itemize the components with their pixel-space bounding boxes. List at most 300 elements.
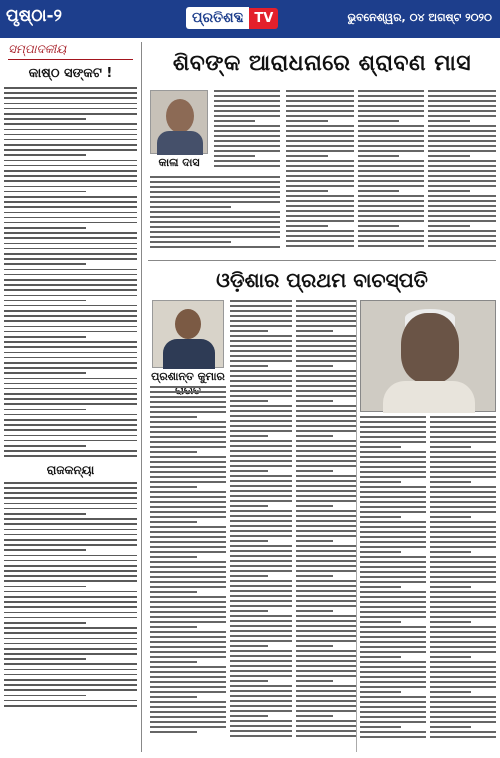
text-line xyxy=(360,546,426,548)
text-line xyxy=(358,225,399,227)
text-line xyxy=(4,103,137,105)
text-line xyxy=(4,679,137,681)
text-line xyxy=(360,566,426,568)
text-line xyxy=(428,100,496,102)
text-line xyxy=(358,220,424,222)
text-line xyxy=(360,631,426,633)
text-line xyxy=(430,501,496,503)
text-line xyxy=(4,565,137,567)
mid-headline[interactable]: ଓଡ଼ିଶାର ପ୍ରଥମ ବାଚସ୍ପତି xyxy=(216,268,428,292)
text-line xyxy=(150,526,226,528)
text-line xyxy=(296,460,356,462)
text-line xyxy=(150,721,226,723)
text-line xyxy=(214,100,280,102)
text-line xyxy=(4,570,137,572)
text-line xyxy=(4,409,86,411)
columnist-caption: କାଳା ଦାସ xyxy=(158,156,200,169)
text-line xyxy=(4,435,137,437)
text-line xyxy=(430,661,496,663)
text-line xyxy=(360,606,426,608)
text-line xyxy=(230,495,292,497)
text-line xyxy=(230,510,292,512)
text-line xyxy=(230,555,292,557)
text-line xyxy=(230,320,292,322)
text-line xyxy=(4,243,137,245)
text-line xyxy=(4,367,137,369)
text-line xyxy=(150,711,226,713)
text-line xyxy=(358,200,424,202)
text-line xyxy=(428,160,496,162)
text-line xyxy=(360,666,426,668)
text-line xyxy=(360,491,426,493)
text-line xyxy=(430,601,496,603)
text-line xyxy=(296,490,356,492)
text-line xyxy=(4,612,137,614)
text-line xyxy=(230,390,292,392)
text-line xyxy=(4,518,137,520)
text-line xyxy=(4,674,137,676)
text-line xyxy=(230,700,292,702)
text-line xyxy=(360,461,426,463)
text-line xyxy=(360,416,426,418)
portrait-photo xyxy=(360,300,496,412)
text-line xyxy=(430,436,496,438)
text-line xyxy=(360,676,426,678)
text-line xyxy=(4,643,137,645)
text-line xyxy=(358,180,424,182)
text-line xyxy=(296,330,333,332)
text-line xyxy=(286,220,354,222)
dateline: ଭୁବନେଶ୍ୱର, ୦୪ ଅଗଷ୍ଟ ୨୦୨୦ xyxy=(347,11,492,24)
text-line xyxy=(230,685,292,687)
text-line xyxy=(230,620,292,622)
text-line xyxy=(4,450,137,452)
text-line xyxy=(214,90,280,92)
text-line xyxy=(296,475,356,477)
text-line xyxy=(230,665,292,667)
text-line xyxy=(360,561,426,563)
text-line xyxy=(430,576,496,578)
text-line xyxy=(430,556,496,558)
text-line xyxy=(4,253,137,255)
text-line xyxy=(428,110,496,112)
text-line xyxy=(428,195,496,197)
text-line xyxy=(358,205,424,207)
text-line xyxy=(428,170,496,172)
text-line xyxy=(286,105,354,107)
text-line xyxy=(358,170,424,172)
text-line xyxy=(430,666,496,668)
text-line xyxy=(230,385,292,387)
text-line xyxy=(150,626,197,628)
text-line xyxy=(230,730,292,732)
text-line xyxy=(360,536,426,538)
text-line xyxy=(430,711,496,713)
text-line xyxy=(150,686,226,688)
editorial-column xyxy=(4,42,142,752)
text-line xyxy=(430,651,496,653)
text-line xyxy=(296,540,333,542)
text-line xyxy=(230,545,292,547)
text-line xyxy=(4,284,137,286)
text-line xyxy=(360,511,426,513)
text-line xyxy=(296,400,333,402)
text-line xyxy=(286,135,354,137)
text-line xyxy=(296,605,356,607)
text-line xyxy=(360,531,426,533)
text-line xyxy=(286,195,354,197)
text-line xyxy=(4,139,137,141)
text-line xyxy=(358,190,399,192)
text-line xyxy=(428,175,496,177)
text-line xyxy=(150,551,226,553)
text-line xyxy=(360,681,426,683)
text-line xyxy=(296,435,333,437)
text-line xyxy=(430,506,496,508)
text-line xyxy=(296,305,356,307)
text-line xyxy=(358,140,424,142)
text-line xyxy=(430,461,496,463)
column-divider xyxy=(356,300,357,752)
text-line xyxy=(4,186,137,188)
text-line xyxy=(296,440,356,442)
text-line xyxy=(150,621,226,623)
text-line xyxy=(296,320,356,322)
text-line xyxy=(150,196,280,198)
text-line xyxy=(296,585,356,587)
text-line xyxy=(430,496,496,498)
text-line xyxy=(150,201,280,203)
text-line xyxy=(230,630,292,632)
text-line xyxy=(360,661,426,663)
text-line xyxy=(4,352,137,354)
text-line xyxy=(230,560,292,562)
text-line xyxy=(150,406,226,408)
text-line xyxy=(430,561,496,563)
text-line xyxy=(4,320,137,322)
text-line xyxy=(230,590,292,592)
text-line xyxy=(150,211,280,213)
text-line xyxy=(296,485,356,487)
text-line xyxy=(230,325,292,327)
text-line xyxy=(4,529,137,531)
text-line xyxy=(358,90,424,92)
text-line xyxy=(4,134,137,136)
text-line xyxy=(230,695,292,697)
text-line xyxy=(358,160,424,162)
text-line xyxy=(296,615,356,617)
text-line xyxy=(430,681,496,683)
text-line xyxy=(430,731,496,733)
text-line xyxy=(4,92,137,94)
text-line xyxy=(428,155,470,157)
text-line xyxy=(358,95,424,97)
text-line xyxy=(430,546,496,548)
text-line xyxy=(230,380,292,382)
text-line xyxy=(4,658,86,660)
text-line xyxy=(230,675,292,677)
text-line xyxy=(430,721,496,723)
text-line xyxy=(4,336,86,338)
text-line xyxy=(358,230,424,232)
text-line xyxy=(4,638,137,640)
text-line xyxy=(296,535,356,537)
text-line xyxy=(230,605,292,607)
text-line xyxy=(286,130,354,132)
text-line xyxy=(296,365,333,367)
text-line xyxy=(296,575,333,577)
text-line xyxy=(360,576,426,578)
text-line xyxy=(4,663,137,665)
text-line xyxy=(286,175,354,177)
text-line xyxy=(296,665,356,667)
text-line xyxy=(360,521,426,523)
text-line xyxy=(428,200,496,202)
text-line xyxy=(230,425,292,427)
text-line xyxy=(150,411,226,413)
text-line xyxy=(430,456,496,458)
text-line xyxy=(4,695,86,697)
text-line xyxy=(230,520,292,522)
text-line xyxy=(150,441,226,443)
text-line xyxy=(214,105,280,107)
text-line xyxy=(150,731,197,733)
text-line xyxy=(214,160,280,162)
text-line xyxy=(296,670,356,672)
text-line xyxy=(296,525,356,527)
text-line xyxy=(428,230,496,232)
text-line xyxy=(230,410,292,412)
text-line xyxy=(360,656,401,658)
text-line xyxy=(428,165,496,167)
text-line xyxy=(296,410,356,412)
text-line xyxy=(296,560,356,562)
text-line xyxy=(4,555,137,557)
text-line xyxy=(430,471,496,473)
text-line xyxy=(4,154,86,156)
text-line xyxy=(296,545,356,547)
text-line xyxy=(150,556,197,558)
editorial-subtitle: ରାଜକନ୍ୟା xyxy=(46,462,95,477)
text-line xyxy=(4,248,137,250)
text-line xyxy=(230,690,292,692)
text-line xyxy=(296,725,356,727)
text-line xyxy=(230,565,292,567)
text-line xyxy=(150,451,197,453)
text-line xyxy=(296,680,333,682)
text-line xyxy=(296,455,356,457)
text-line xyxy=(296,630,356,632)
text-line xyxy=(286,140,354,142)
text-line xyxy=(230,580,292,582)
text-line xyxy=(296,600,356,602)
text-line xyxy=(4,617,137,619)
text-line xyxy=(150,696,197,698)
text-line xyxy=(360,526,426,528)
text-line xyxy=(360,571,426,573)
page-number: ପୃଷ୍ଠା-୨ xyxy=(6,6,62,26)
text-line xyxy=(4,487,137,489)
text-line xyxy=(428,125,496,127)
text-line xyxy=(430,686,496,688)
text-line xyxy=(296,710,356,712)
text-line xyxy=(296,530,356,532)
text-line xyxy=(230,720,292,722)
text-line xyxy=(296,705,356,707)
text-line xyxy=(286,165,354,167)
text-line xyxy=(296,495,356,497)
text-line xyxy=(230,615,292,617)
mid-story-text-col-3 xyxy=(296,300,356,752)
text-line xyxy=(150,516,226,518)
text-line xyxy=(230,445,292,447)
text-line xyxy=(4,326,137,328)
text-line xyxy=(296,450,356,452)
text-line xyxy=(4,689,137,691)
text-line xyxy=(358,120,399,122)
text-line xyxy=(150,191,280,193)
text-line xyxy=(150,706,226,708)
text-line xyxy=(230,725,292,727)
text-line xyxy=(4,419,137,421)
text-line xyxy=(150,581,226,583)
text-line xyxy=(4,201,137,203)
text-line xyxy=(4,315,137,317)
text-line xyxy=(4,539,137,541)
text-line xyxy=(150,506,226,508)
text-line xyxy=(296,695,356,697)
text-line xyxy=(230,600,292,602)
text-line xyxy=(430,431,496,433)
text-line xyxy=(150,466,226,468)
text-line xyxy=(296,395,356,397)
text-line xyxy=(230,575,268,577)
text-line xyxy=(430,701,496,703)
text-line xyxy=(150,386,226,388)
text-line xyxy=(4,544,137,546)
text-line xyxy=(296,350,356,352)
text-line xyxy=(428,90,496,92)
text-line xyxy=(296,315,356,317)
text-line xyxy=(230,355,292,357)
text-line xyxy=(360,586,401,588)
text-line xyxy=(286,125,354,127)
text-line xyxy=(230,645,268,647)
text-line xyxy=(214,150,280,152)
text-line xyxy=(296,590,356,592)
text-line xyxy=(358,110,424,112)
brand-logo[interactable] xyxy=(186,5,278,31)
text-line xyxy=(150,486,197,488)
text-line xyxy=(150,656,226,658)
text-line xyxy=(296,510,356,512)
text-line xyxy=(296,720,356,722)
text-line xyxy=(360,711,426,713)
text-line xyxy=(230,535,292,537)
text-line xyxy=(296,505,333,507)
text-line xyxy=(150,636,226,638)
text-line xyxy=(230,335,292,337)
text-line xyxy=(150,716,226,718)
text-line xyxy=(286,160,354,162)
text-line xyxy=(430,446,471,448)
text-line xyxy=(4,684,137,686)
text-line xyxy=(360,641,426,643)
text-line xyxy=(286,225,328,227)
text-line xyxy=(4,508,137,510)
text-line xyxy=(360,731,426,733)
text-line xyxy=(230,500,292,502)
text-line xyxy=(230,550,292,552)
text-line xyxy=(360,616,426,618)
text-line xyxy=(358,215,424,217)
text-line xyxy=(230,465,292,467)
text-line xyxy=(360,551,401,553)
text-line xyxy=(428,140,496,142)
logo-tv-badge: TV xyxy=(249,8,278,29)
text-line xyxy=(360,646,426,648)
text-line xyxy=(430,676,496,678)
text-line xyxy=(150,571,226,573)
text-line xyxy=(286,95,354,97)
text-line xyxy=(150,431,226,433)
text-line xyxy=(150,631,226,633)
top-headline[interactable]: ଶିବଙ୍କ ଆରାଧନାରେ ଶ୍ରାବଣ ମାସ xyxy=(172,51,472,76)
text-line xyxy=(430,671,496,673)
text-line xyxy=(230,705,292,707)
text-line xyxy=(430,511,496,513)
text-line xyxy=(4,455,137,457)
text-line xyxy=(296,390,356,392)
text-line xyxy=(150,606,226,608)
text-line xyxy=(4,108,137,110)
text-line xyxy=(4,206,137,208)
text-line xyxy=(296,360,356,362)
text-line xyxy=(428,105,496,107)
text-line xyxy=(360,456,426,458)
text-line xyxy=(296,685,356,687)
text-line xyxy=(430,626,496,628)
text-line xyxy=(4,549,86,551)
text-line xyxy=(430,451,496,453)
text-line xyxy=(150,236,280,238)
text-line xyxy=(360,601,426,603)
text-line xyxy=(428,215,496,217)
text-line xyxy=(230,660,292,662)
text-line xyxy=(4,87,137,89)
text-line xyxy=(360,671,426,673)
text-line xyxy=(150,401,226,403)
text-line xyxy=(360,426,426,428)
text-line xyxy=(150,566,226,568)
text-line xyxy=(150,591,197,593)
text-line xyxy=(358,240,424,242)
text-line xyxy=(230,405,292,407)
text-line xyxy=(296,550,356,552)
text-line xyxy=(4,331,137,333)
text-line xyxy=(296,690,356,692)
text-line xyxy=(358,210,424,212)
text-line xyxy=(150,186,280,188)
text-line xyxy=(150,676,226,678)
text-line xyxy=(230,680,268,682)
text-line xyxy=(150,246,280,248)
text-line xyxy=(150,646,226,648)
mid-story-text-col-4 xyxy=(360,416,426,752)
text-line xyxy=(214,115,280,117)
text-line xyxy=(286,145,354,147)
text-line xyxy=(230,670,292,672)
